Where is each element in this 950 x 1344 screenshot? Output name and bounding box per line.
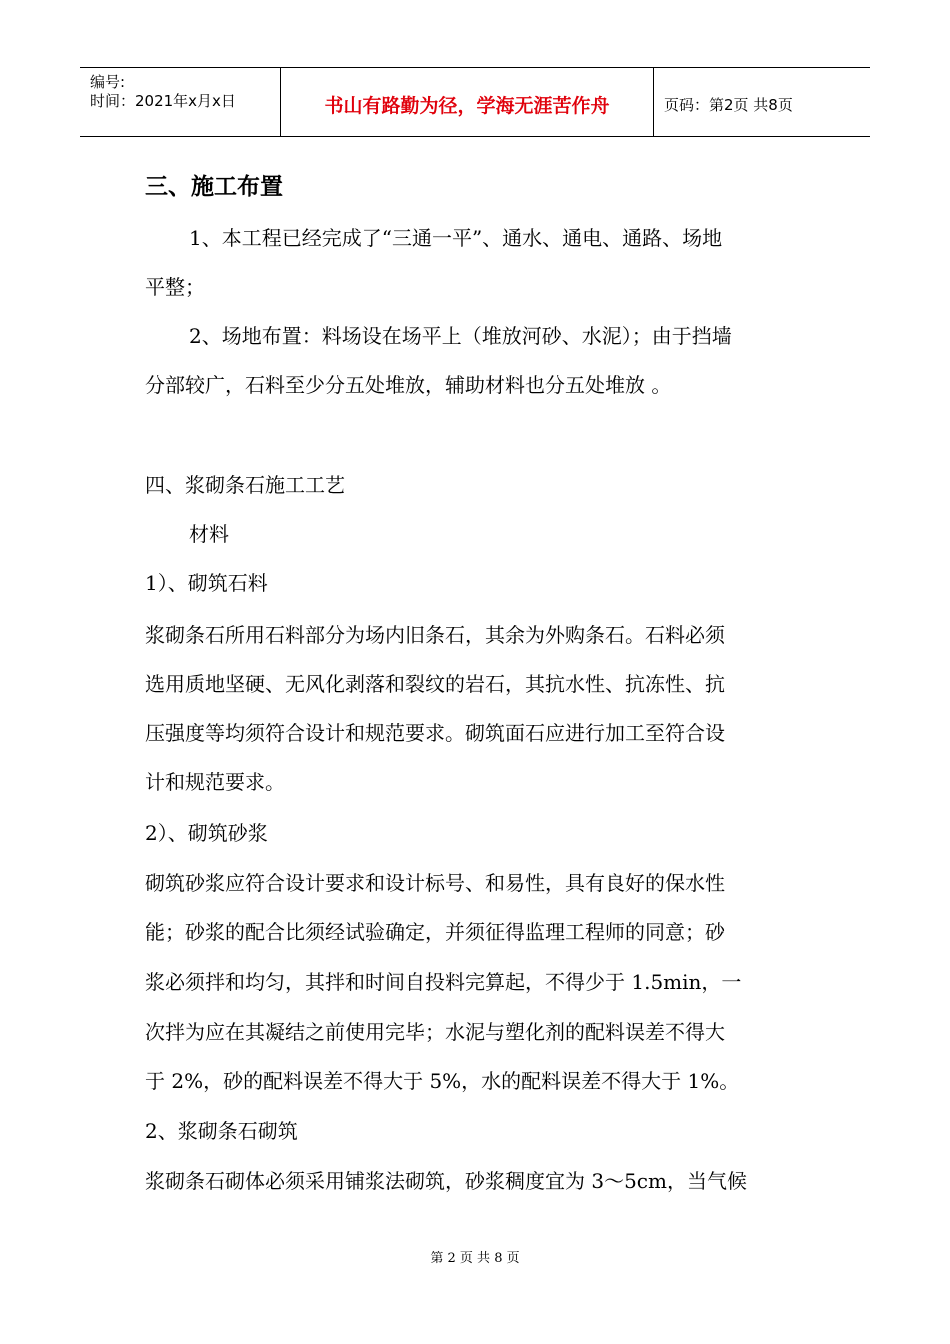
paragraph-line: 分部较广，石料至少分五处堆放，辅助材料也分五处堆放 。 — [145, 373, 672, 397]
document-header — [80, 67, 870, 137]
item-title-stone: 1）、砌筑石料 — [145, 571, 268, 595]
document-date-label: 时间：2021年x月x日 — [90, 92, 236, 110]
paragraph-line: 计和规范要求。 — [145, 770, 285, 794]
paragraph-line: 选用质地坚硬、无风化剥落和裂纹的岩石，其抗水性、抗冻性、抗 — [145, 672, 725, 696]
page-footer: 第 2 页 共 8 页 — [430, 1251, 520, 1266]
item-title-mortar: 2）、砌筑砂浆 — [145, 821, 268, 845]
section-heading-process: 四、浆砌条石施工工艺 — [145, 473, 345, 497]
header-motto: 书山有路勤为径，学海无涯苦作舟 — [324, 95, 610, 117]
paragraph-line: 于 2%，砂的配料误差不得大于 5%，水的配料误差不得大于 1%。 — [145, 1069, 740, 1093]
paragraph-line: 次拌为应在其凝结之前使用完毕；水泥与塑化剂的配料误差不得大 — [145, 1020, 725, 1044]
header-page-cell — [654, 68, 870, 136]
header-meta-cell — [80, 68, 281, 136]
header-page-label: 页码：第2页 共8页 — [664, 96, 793, 114]
paragraph-line: 平整； — [145, 275, 205, 299]
subheading-material: 材料 — [189, 522, 229, 546]
paragraph-line: 能；砂浆的配合比须经试验确定，并须征得监理工程师的同意；砂 — [145, 920, 725, 944]
item-title-masonry: 2、浆砌条石砌筑 — [145, 1119, 298, 1143]
document-number-label: 编号: — [90, 73, 126, 91]
paragraph-line: 压强度等均须符合设计和规范要求。砌筑面石应进行加工至符合设 — [145, 721, 725, 745]
paragraph-line: 浆砌条石所用石料部分为场内旧条石，其余为外购条石。石料必须 — [145, 623, 725, 647]
paragraph-line: 1、本工程已经完成了“三通一平”、通水、通电、通路、场地 — [189, 226, 723, 250]
header-motto-cell — [281, 68, 654, 136]
paragraph-line: 2、场地布置：料场设在场平上（堆放河砂、水泥）；由于挡墙 — [189, 324, 732, 348]
section-heading-layout: 三、施工布置 — [145, 174, 283, 200]
paragraph-line: 浆必须拌和均匀，其拌和时间自投料完算起，不得少于 1.5min，一 — [145, 970, 742, 994]
paragraph-line: 浆砌条石砌体必须采用铺浆法砌筑，砂浆稠度宜为 3～5cm，当气候 — [145, 1169, 747, 1193]
paragraph-line: 砌筑砂浆应符合设计要求和设计标号、和易性，具有良好的保水性 — [145, 871, 725, 895]
